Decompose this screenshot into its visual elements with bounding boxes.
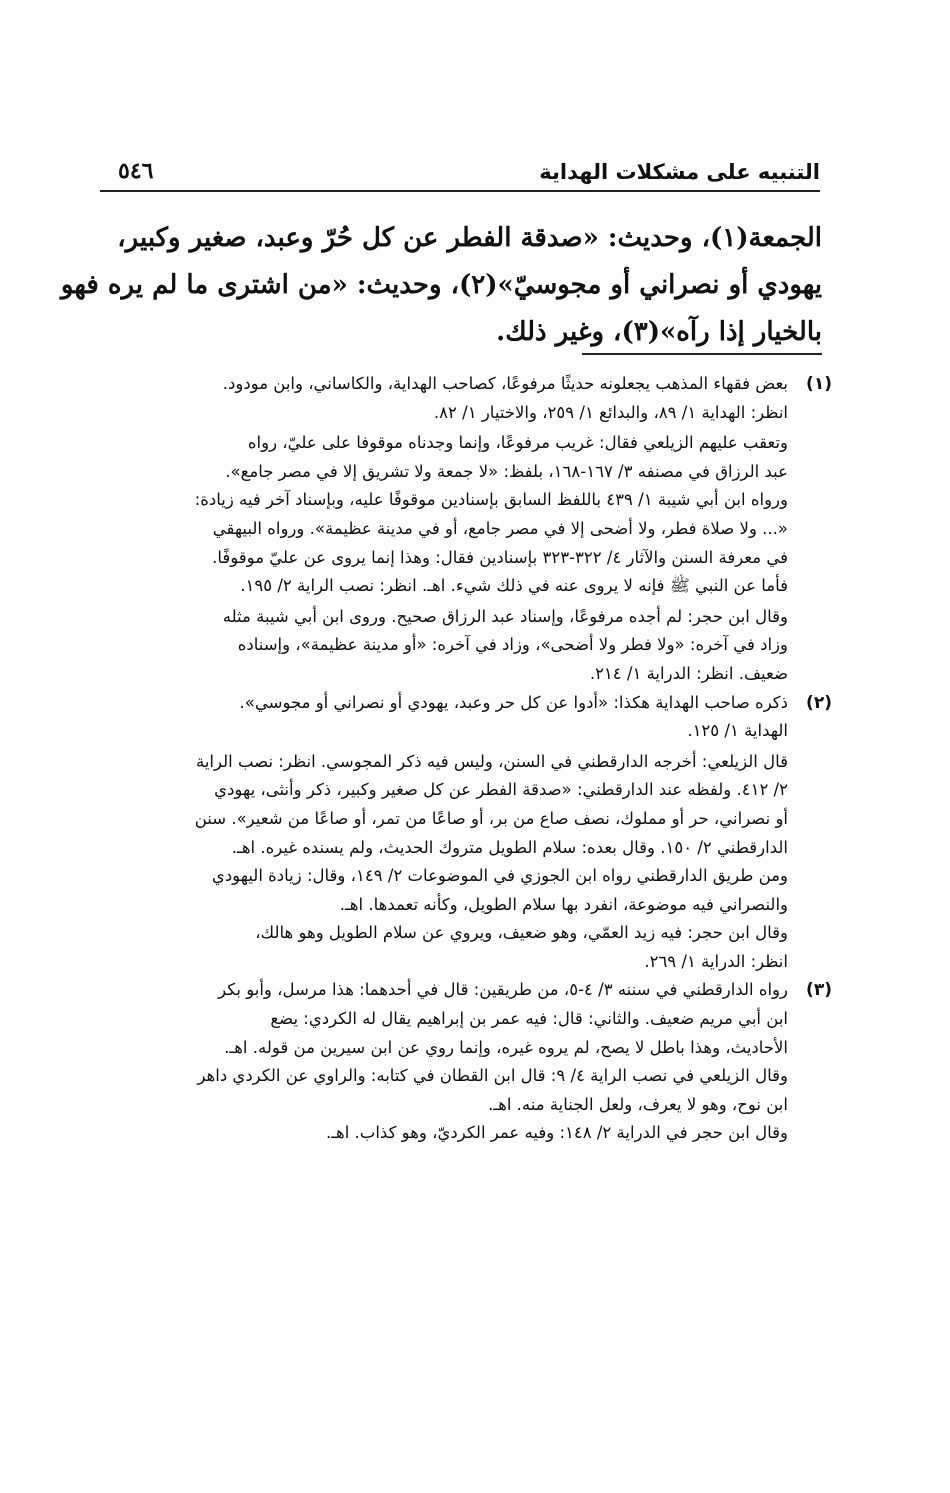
footnote-paragraph: [124, 748, 788, 862]
footnote-line: رواه الدارقطني في سننه ٣/ ٤-٥، من طريقين: قال في أحدهما: هذا مرسل، وأبو بكر: [218, 980, 788, 1000]
footnote-marker: (٢): [806, 692, 832, 713]
footnote-line: ابن نوح، وهو لا يعرف، ولعل الجناية منه. اهـ.: [488, 1094, 788, 1114]
footnote-1: [124, 370, 832, 689]
footnote-paragraph: [124, 862, 788, 919]
footnote-paragraph: [124, 1119, 788, 1148]
footnote-2: [124, 689, 832, 977]
footnote-line: وقال ابن حجر: فيه زيد العمّي، وهو ضعيف، ويروي عن سلام الطويل وهو هالك،: [255, 923, 788, 943]
running-title: التنبيه على مشكلات الهداية: [539, 160, 820, 184]
main-text-line: يهودي أو نصراني أو مجوسيّ»(٢)، وحديث: «من اشترى ما لم يره فهو: [60, 270, 822, 300]
footnote-line: فأما عن النبي ﷺ فإنه لا يروى عنه في ذلك شيء. اهـ. انظر: نصب الراية ٢/ ١٩٥.: [240, 576, 788, 596]
footnote-line: ذكره صاحب الهداية هكذا: «أدوا عن كل حر وعبد، يهودي أو نصراني أو مجوسي».: [239, 692, 788, 712]
footnote-line: وقال الزيلعي في نصب الراية ٤/ ٩: قال ابن القطان في كتابه: والراوي عن الكردي داهر: [197, 1066, 788, 1086]
footnote-line: وقال ابن حجر: لم أجده مرفوعًا، وإسناد عبد الرزاق صحيح. وروى ابن أبي شيبة مثله: [222, 606, 788, 626]
main-text: [60, 215, 822, 356]
page-number: ٥٤٦: [118, 158, 154, 184]
footnotes: [124, 370, 832, 1148]
footnote-line: وتعقب عليهم الزيلعي فقال: غريب مرفوعًا، وإنما وجدناه موقوفا على عليّ، رواه: [247, 433, 788, 453]
footnote-3: [124, 976, 832, 1148]
footnote-line: الهداية ١/ ١٢٥.: [687, 721, 788, 741]
footnote-paragraph: [124, 429, 788, 601]
footnote-line: بعض فقهاء المذهب يجعلونه حديثًا مرفوعًا، كصاحب الهداية، والكاساني، وابن مودود.: [222, 374, 788, 393]
footnote-paragraph: [124, 1062, 788, 1119]
main-text-line: الجمعة(١)، وحديث: «صدقة الفطر عن كل حُرّ وعبد، صغير وكبير،: [117, 223, 822, 253]
main-text-line: بالخيار إذا رآه»(٣)، وغير ذلك.: [496, 317, 822, 347]
footnote-line: وزاد في آخره: «ولا فطر ولا أضحى»، وزاد في آخره: «أو مدينة عظيمة»، وإسناده: [237, 635, 788, 655]
footnote-line: «... ولا صلاة فطر، ولا أضحى إلا في مصر جامع، أو في مدينة عظيمة». ورواه البيهقي: [212, 518, 788, 538]
footnote-line: وقال ابن حجر في الدراية ٢/ ١٤٨: وفيه عمر الكرديّ، وهو كذاب. اهـ.: [325, 1123, 788, 1143]
footnote-line: ابن أبي مريم ضعيف. والثاني: قال: فيه عمر بن إبراهيم يقال له الكردي: يضع: [270, 1009, 788, 1029]
footnote-divider: [582, 353, 822, 355]
footnote-line: ورواه ابن أبي شيبة ١/ ٤٣٩ باللفظ السابق بإسنادين موقوفًا عليه، وبإسناد آخر فيه زيادة:: [194, 490, 788, 510]
footnote-line: ومن طريق الدارقطني رواه ابن الجوزي في الموضوعات ٢/ ١٤٩، وقال: زيادة اليهودي: [211, 866, 788, 886]
footnote-paragraph: [124, 976, 788, 1062]
footnote-line: انظر: الهداية ١/ ٨٩، والبدائع ١/ ٢٥٩، والاختيار ١/ ٨٢.: [433, 402, 788, 422]
footnote-line: أو نصراني، حر أو مملوك، نصف صاع من بر، أو صاعًا من تمر، أو صاعًا من شعير». سنن: [194, 808, 788, 828]
footnote-line: والنصراني فيه موضوعة، انفرد بها سلام الطويل، وكأنه تعمدها. اهـ.: [339, 894, 788, 914]
footnote-line: قال الزيلعي: أخرجه الدارقطني في السنن، وليس فيه ذكر المجوسي. انظر: نصب الراية: [195, 751, 788, 771]
footnote-line: ٢/ ٤١٢. ولفظه عند الدارقطني: «صدقة الفطر عن كل صغير وكبير، ذكر وأنثى، يهودي: [214, 780, 788, 800]
footnote-line: انظر: الدراية ١/ ٢٦٩.: [644, 951, 788, 971]
footnote-line: في معرفة السنن والآثار ٤/ ٣٢٢-٣٢٣ بإسنادين فقال: وهذا إنما يروى عن عليّ موقوفًا.: [212, 547, 788, 567]
footnote-line: ضعيف. انظر: الدراية ١/ ٢١٤.: [589, 663, 788, 683]
footnote-marker: (٣): [806, 980, 832, 1001]
footnote-paragraph: [124, 370, 788, 427]
footnote-line: الأحاديث، وهذا باطل لا يصح، لم يروه غيره، وإنما روي عن ابن سيرين من قوله. اهـ.: [224, 1037, 788, 1057]
footnote-paragraph: [124, 919, 788, 976]
page-header: [100, 150, 820, 192]
footnote-line: الدارقطني ٢/ ١٥٠. وقال بعده: سلام الطويل متروك الحديث، ولم يسنده غيره. اهـ.: [231, 837, 788, 857]
footnote-paragraph: [124, 689, 788, 746]
footnote-line: عبد الرزاق في مصنفه ٣/ ١٦٧-١٦٨، بلفظ: «لا جمعة ولا تشريق إلا في مصر جامع».: [225, 461, 788, 481]
footnote-paragraph: [124, 603, 788, 689]
footnote-marker: (١): [806, 374, 832, 394]
